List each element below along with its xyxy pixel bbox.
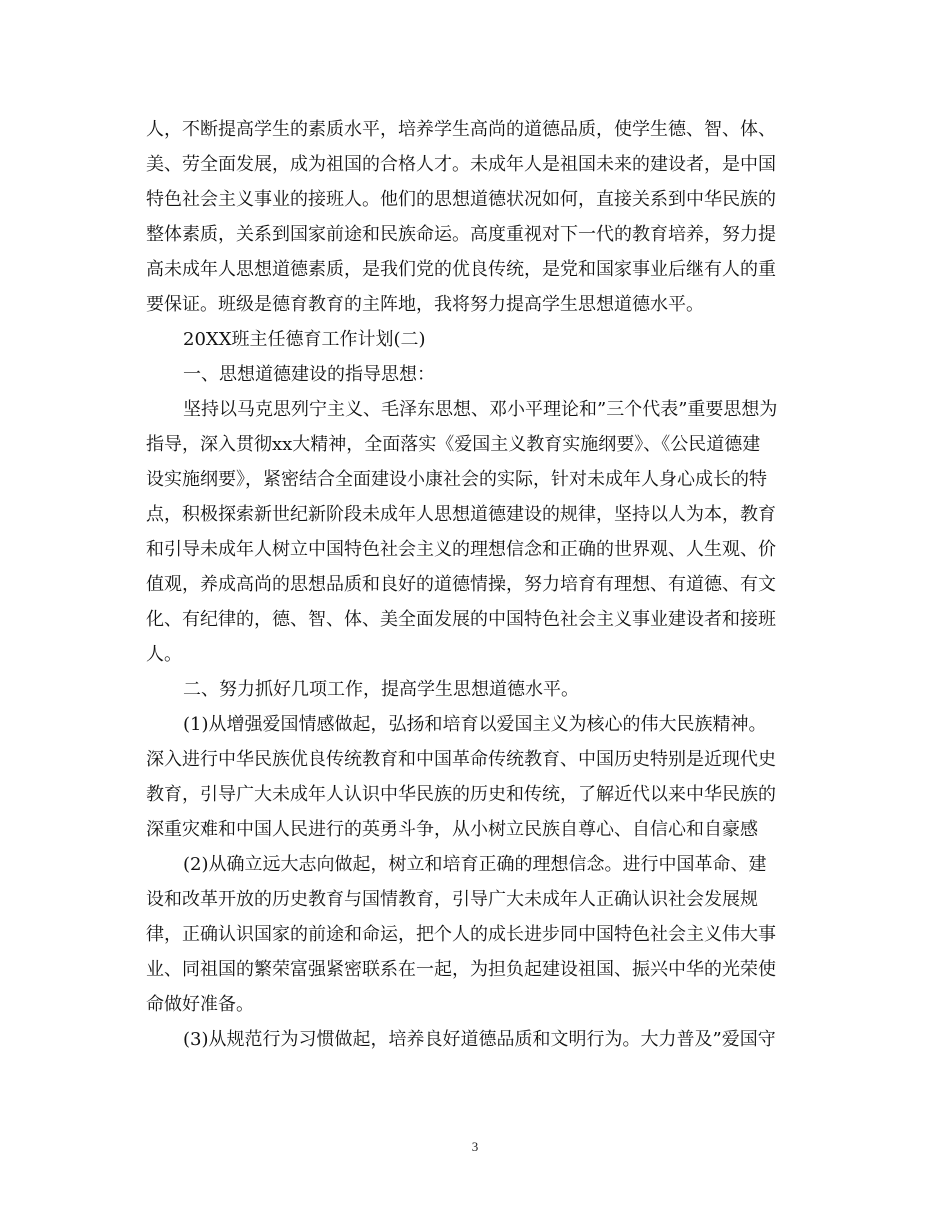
text-line: 指导，深入贯彻xx大精神，全面落实《爱国主义教育实施纲要》、《公民道德建: [146, 434, 761, 455]
text-line: 特色社会主义事业的接班人。他们的思想道德状况如何，直接关系到中华民族的: [146, 189, 776, 210]
paragraph-first-line: (1)从增强爱国情感做起，弘扬和培育以爱国主义为核心的伟大民族精神。: [183, 714, 767, 735]
section-heading: 20XX班主任德育工作计划(二): [183, 329, 426, 350]
text-line: 深入进行中华民族优良传统教育和中国革命传统教育、中国历史特别是近现代史: [146, 749, 776, 770]
text-line: 要保证。班级是德育教育的主阵地，我将努力提高学生思想道德水平。: [146, 294, 704, 315]
text-line: 人。: [146, 644, 182, 665]
text-line: 律，正确认识国家的前途和命运，把个人的成长进步同中国特色社会主义伟大事: [146, 924, 776, 945]
section-heading: 一、思想道德建设的指导思想：: [183, 364, 435, 385]
text-line: 设和改革开放的历史教育与国情教育，引导广大未成年人正确认识社会发展规: [146, 889, 758, 910]
text-line: 整体素质，关系到国家前途和民族命运。高度重视对下一代的教育培养，努力提: [146, 224, 776, 245]
text-line: 设实施纲要》，紧密结合全面建设小康社会的实际，针对未成年人身心成长的特: [146, 469, 767, 490]
section-heading: 二、努力抓好几项工作，提高学生思想道德水平。: [183, 679, 579, 700]
text-line: 高未成年人思想道德素质，是我们党的优良传统，是党和国家事业后继有人的重: [146, 259, 776, 280]
document-body: [146, 112, 806, 1057]
text-line: 化、有纪律的，德、智、体、美全面发展的中国特色社会主义事业建设者和接班: [146, 609, 776, 630]
page-number: 3: [471, 1139, 479, 1154]
text-line: 和引导未成年人树立中国特色社会主义的理想信念和正确的世界观、人生观、价: [146, 539, 776, 560]
text-line: 美、劳全面发展，成为祖国的合格人才。未成年人是祖国未来的建设者，是中国: [146, 154, 776, 175]
text-line: 值观，养成高尚的思想品质和良好的道德情操，努力培育有理想、有道德、有文: [146, 574, 776, 595]
text-line: 人，不断提高学生的素质水平，培养学生高尚的道德品质，使学生德、智、体、: [146, 119, 776, 140]
paragraph-first-line: (3)从规范行为习惯做起，培养良好道德品质和文明行为。大力普及”爱国守: [183, 1029, 776, 1050]
paragraph-first-line: 坚持以马克思列宁主义、毛泽东思想、邓小平理论和”三个代表”重要思想为: [183, 399, 778, 420]
paragraph-first-line: (2)从确立远大志向做起，树立和培育正确的理想信念。进行中国革命、建: [183, 854, 767, 875]
text-line: 业、同祖国的繁荣富强紧密联系在一起，为担负起建设祖国、振兴中华的光荣使: [146, 959, 776, 980]
text-line: 命做好准备。: [146, 994, 254, 1015]
text-line: 点，积极探索新世纪新阶段未成年人思想道德建设的规律，坚持以人为本，教育: [146, 504, 776, 525]
text-line: 深重灾难和中国人民进行的英勇斗争，从小树立民族自尊心、自信心和自豪感: [146, 819, 758, 840]
text-line: 教育，引导广大未成年人认识中华民族的历史和传统，了解近代以来中华民族的: [146, 784, 776, 805]
